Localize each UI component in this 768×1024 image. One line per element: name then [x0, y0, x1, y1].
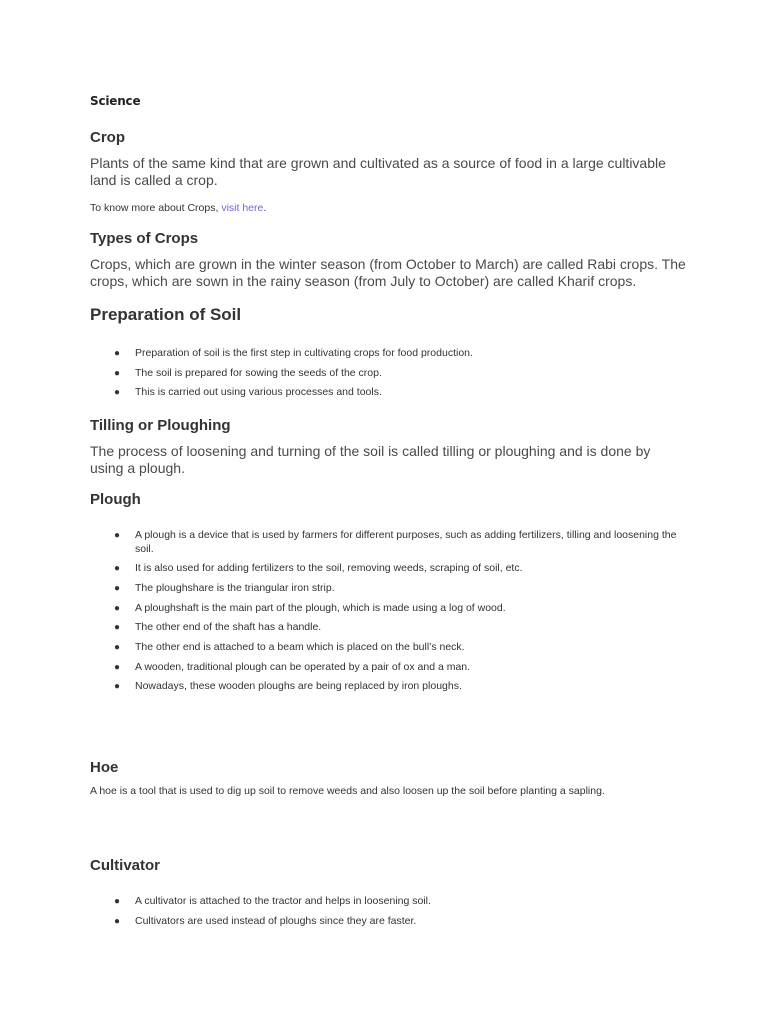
list-item: ● The soil is prepared for sowing the seeds of the crop. — [114, 366, 382, 379]
bullet-icon: ● — [114, 582, 121, 594]
bullet-icon: ● — [114, 563, 121, 575]
bullet-icon: ● — [114, 367, 121, 379]
list-item: ● A wooden, traditional plough can be operated by a pair of ox and a man. — [114, 660, 471, 673]
bullet-icon: ● — [114, 622, 121, 634]
list-item: ● A plough is a device that is used by farmers for different purposes, such as adding fertilizers, tilling and loosening the soil. — [114, 529, 677, 555]
bullet-icon: ● — [114, 641, 121, 653]
hoe-text: A hoe is a tool that is used to dig up soil to remove weeds and also loosen up the soil before planting a sapling. — [90, 785, 605, 797]
cultivator-list — [0, 895, 768, 934]
preparation-heading: Preparation of Soil — [90, 305, 242, 324]
preparation-list — [0, 347, 768, 406]
plough-heading: Plough — [90, 491, 141, 508]
bullet-icon: ● — [114, 602, 121, 614]
tilling-text: The process of loosening and turning of the soil is called tilling or ploughing and is done by using a plough. — [90, 443, 651, 476]
list-item: ● Cultivators are used instead of ploughs since they are faster. — [114, 914, 417, 927]
bullet-icon: ● — [114, 915, 121, 927]
bullet-icon: ● — [114, 896, 121, 907]
list-item: ● A ploughshaft is the main part of the plough, which is made using a log of wood. — [114, 601, 506, 614]
hoe-heading: Hoe — [90, 759, 119, 776]
plough-list — [0, 529, 768, 700]
list-item: ● Preparation of soil is the first step in cultivating crops for food production. — [114, 347, 473, 359]
bullet-icon: ● — [114, 530, 121, 541]
visit-here-link[interactable]: visit here — [221, 202, 264, 214]
crop-more-suffix: . — [263, 202, 267, 214]
list-item: ● Nowadays, these wooden ploughs are being replaced by iron ploughs. — [114, 680, 462, 693]
types-text: Crops, which are grown in the winter season (from October to March) are called Rabi crops. The crops, which are sown in the rainy season (from July to October) are called Kharif crops. — [90, 256, 686, 289]
subject-label: Science — [90, 94, 141, 108]
bullet-icon: ● — [114, 661, 121, 673]
tilling-heading: Tilling or Ploughing — [90, 417, 231, 434]
list-item: ● The other end is attached to a beam which is placed on the bull’s neck. — [114, 640, 465, 653]
list-item: ● The other end of the shaft has a handle. — [114, 621, 322, 634]
types-heading: Types of Crops — [90, 230, 199, 247]
list-item: ● The ploughshare is the triangular iron strip. — [114, 581, 335, 594]
crop-definition: Plants of the same kind that are grown and cultivated as a source of food in a large cultivable land is called a crop. — [90, 155, 666, 188]
bullet-icon: ● — [114, 348, 121, 359]
bullet-icon: ● — [114, 681, 121, 693]
list-item: ● It is also used for adding fertilizers to the soil, removing weeds, scraping of soil, etc. — [114, 562, 523, 575]
list-item: ● This is carried out using various processes and tools. — [114, 386, 382, 399]
crop-heading: Crop — [90, 129, 125, 146]
list-item: ● A cultivator is attached to the tractor and helps in loosening soil. — [114, 895, 431, 907]
bullet-icon: ● — [114, 387, 121, 399]
crop-more-prefix: To know more about Crops, — [90, 202, 222, 214]
cultivator-heading: Cultivator — [90, 857, 161, 874]
crop-more-line — [90, 201, 690, 215]
